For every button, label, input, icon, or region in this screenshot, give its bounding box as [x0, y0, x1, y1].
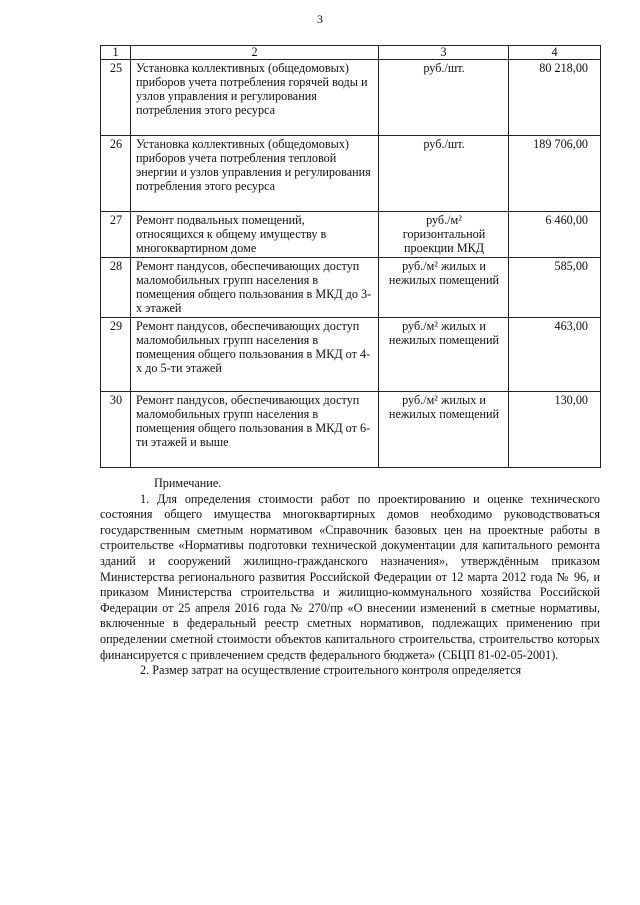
row-price: 130,00	[509, 392, 601, 468]
row-work-name: Ремонт пандусов, обеспечивающих доступ маломобильных групп населения в помещения общего пользования в МКД от 6-ти этажей и выше	[131, 392, 379, 468]
header-cell-1: 1	[101, 46, 131, 60]
page-number: 3	[317, 12, 323, 26]
row-work-name: Установка коллективных (общедомовых) приборов учета потребления горячей воды и узлов управления и регулирования потребления этого ресурса	[131, 60, 379, 136]
header-cell-3: 3	[379, 46, 509, 60]
table-header-row	[101, 46, 601, 60]
notes-section	[100, 476, 600, 679]
row-number: 26	[101, 136, 131, 212]
row-unit: руб./м² жилых и нежилых помещений	[379, 318, 509, 392]
row-number: 29	[101, 318, 131, 392]
row-number: 27	[101, 212, 131, 258]
row-unit: руб./м² жилых и нежилых помещений	[379, 258, 509, 318]
row-price: 6 460,00	[509, 212, 601, 258]
table-row	[101, 212, 601, 258]
row-work-name: Ремонт подвальных помещений, относящихся к общему имуществу в многоквартирном доме	[131, 212, 379, 258]
note-paragraph-2: 2. Размер затрат на осуществление строительного контроля определяется	[140, 663, 522, 678]
row-price: 189 706,00	[509, 136, 601, 212]
row-work-name: Ремонт пандусов, обеспечивающих доступ маломобильных групп населения в помещения общего пользования в МКД до 3-х этажей	[131, 258, 379, 318]
row-work-name: Ремонт пандусов, обеспечивающих доступ маломобильных групп населения в помещения общего пользования в МКД от 4-х до 5-ти этажей	[131, 318, 379, 392]
row-unit: руб./шт.	[379, 136, 509, 212]
rates-table	[100, 45, 601, 468]
notes-heading: Примечание.	[154, 476, 222, 490]
row-unit: руб./м² горизонтальной проекции МКД	[379, 212, 509, 258]
table-row	[101, 136, 601, 212]
table-row	[101, 318, 601, 392]
table-row	[101, 60, 601, 136]
table-row	[101, 258, 601, 318]
row-number: 25	[101, 60, 131, 136]
row-number: 28	[101, 258, 131, 318]
row-price: 463,00	[509, 318, 601, 392]
header-cell-4: 4	[509, 46, 601, 60]
header-cell-2: 2	[131, 46, 379, 60]
row-work-name: Установка коллективных (общедомовых) приборов учета потребления тепловой энергии и узлов управления и регулирования потребления этого ресурса	[131, 136, 379, 212]
row-unit: руб./шт.	[379, 60, 509, 136]
row-price: 585,00	[509, 258, 601, 318]
row-number: 30	[101, 392, 131, 468]
row-unit: руб./м² жилых и нежилых помещений	[379, 392, 509, 468]
note-paragraph-1: 1. Для определения стоимости работ по проектированию и оценке технического состояния общего имущества многоквартирных домов необходимо руководствоваться государственным сметным нормативом «Справочник базовых цен на проектные работы в строительстве «Нормативы подготовки технической документации для капитального ремонта зданий и сооружений жилищно-гражданского назначения», утверждённым приказом Министерства регионального развития Российской Федерации от 12 марта 2012 года № 96, и приказом Министерства строительства и жилищно-коммунального хозяйства Российской Федерации от 25 апреля 2016 года № 270/пр «О внесении изменений в сметные нормативы, включенные в федеральный реестр сметных нормативов, подлежащих применению при определении сметной стоимости объектов капитального строительства, строительство которых финансируется с привлечением средств федерального бюджета» (СБЦП 81-02-05-2001).	[100, 491, 600, 662]
row-price: 80 218,00	[509, 60, 601, 136]
table-row	[101, 392, 601, 468]
